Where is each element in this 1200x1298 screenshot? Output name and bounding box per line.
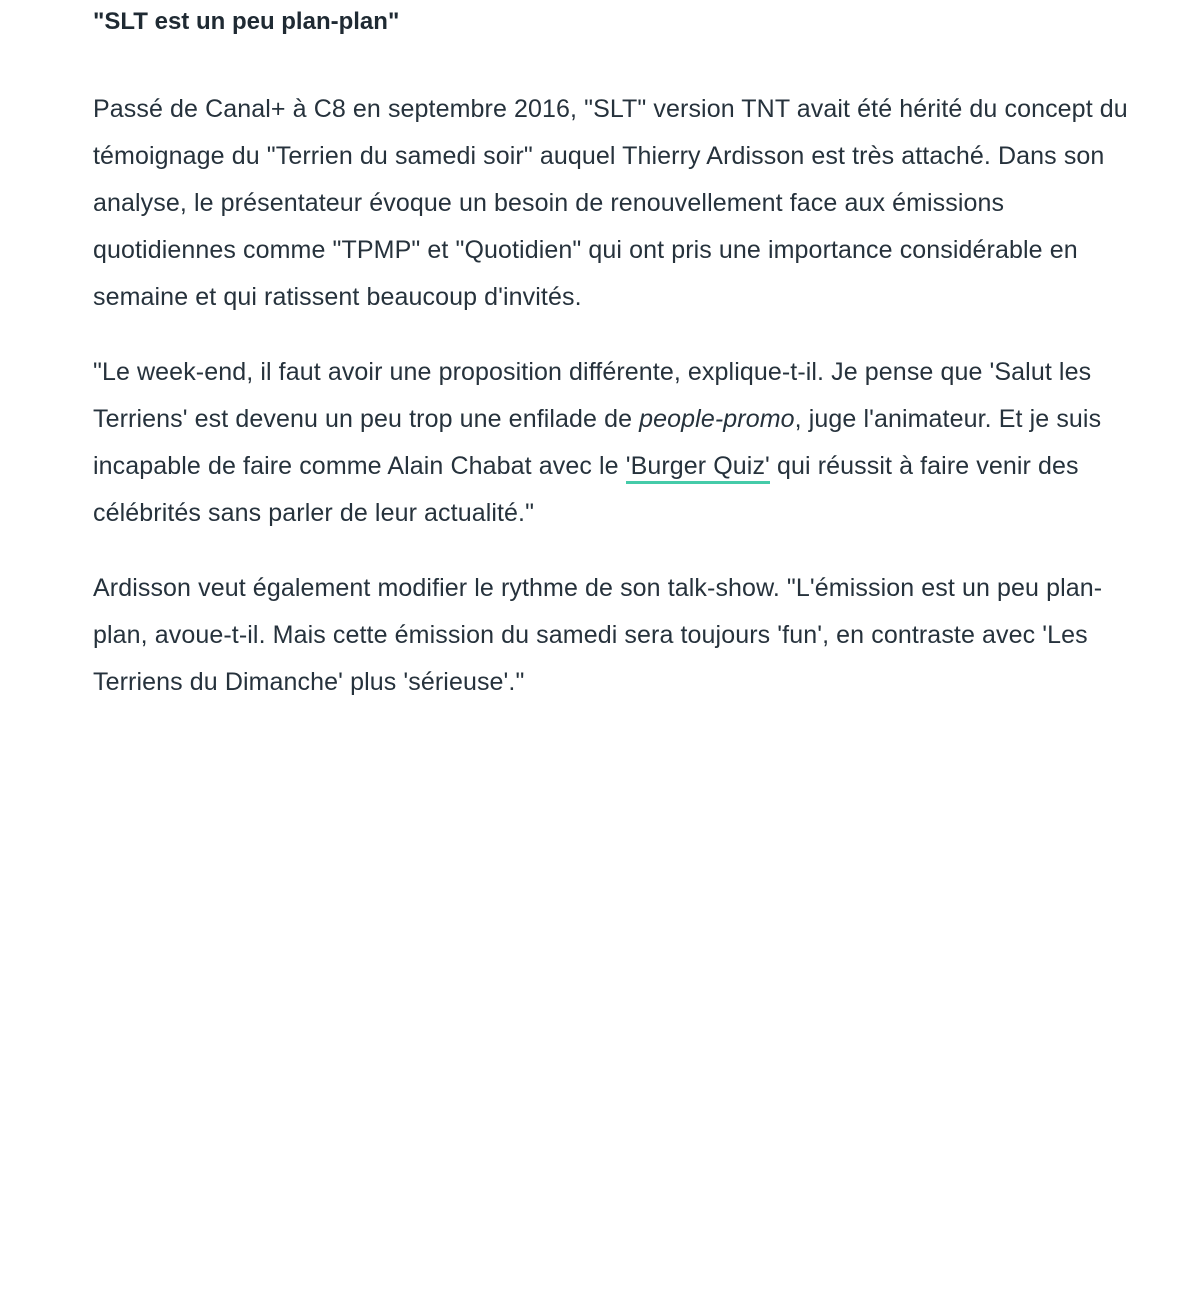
burger-quiz-link[interactable]: 'Burger Quiz' (626, 452, 770, 484)
article-heading: "SLT est un peu plan-plan" (93, 8, 400, 35)
italic-text: people-promo (639, 405, 795, 433)
article-paragraph-1 (93, 86, 1133, 321)
text-segment: "Le week-end, il faut avoir une proposition différente, explique-t-il. Je pense que 'Salut les Terriens' est devenu un peu trop une enfilade de (93, 358, 1092, 433)
article-body (93, 86, 1133, 706)
text-segment: Passé de Canal+ à C8 en septembre 2016, "SLT" version TNT avait été hérité du concept du témoignage du "Terrien du samedi soir" auquel Thierry Ardisson est très attaché. Dans son analyse, le présentateur évoque un besoin de renouvellement face aux émissions quotidiennes comme "TPMP" et "Quotidien" qui ont pris une importance considérable en semaine et qui ratissent beaucoup d'invités. (93, 95, 1128, 311)
article-paragraph-3 (93, 565, 1133, 706)
text-segment: qui réussit à faire venir des célébrités sans parler de leur actualité." (93, 452, 1079, 527)
text-segment: Ardisson veut également modifier le rythme de son talk-show. "L'émission est un peu plan-plan, avoue-t-il. Mais cette émission du samedi sera toujours 'fun', en contraste avec 'Les Terriens du Dimanche' plus 'sérieuse'." (93, 574, 1103, 696)
text-segment: , juge l'animateur. Et je suis incapable de faire comme Alain Chabat avec le (93, 405, 1102, 480)
article-paragraph-2 (93, 349, 1133, 537)
